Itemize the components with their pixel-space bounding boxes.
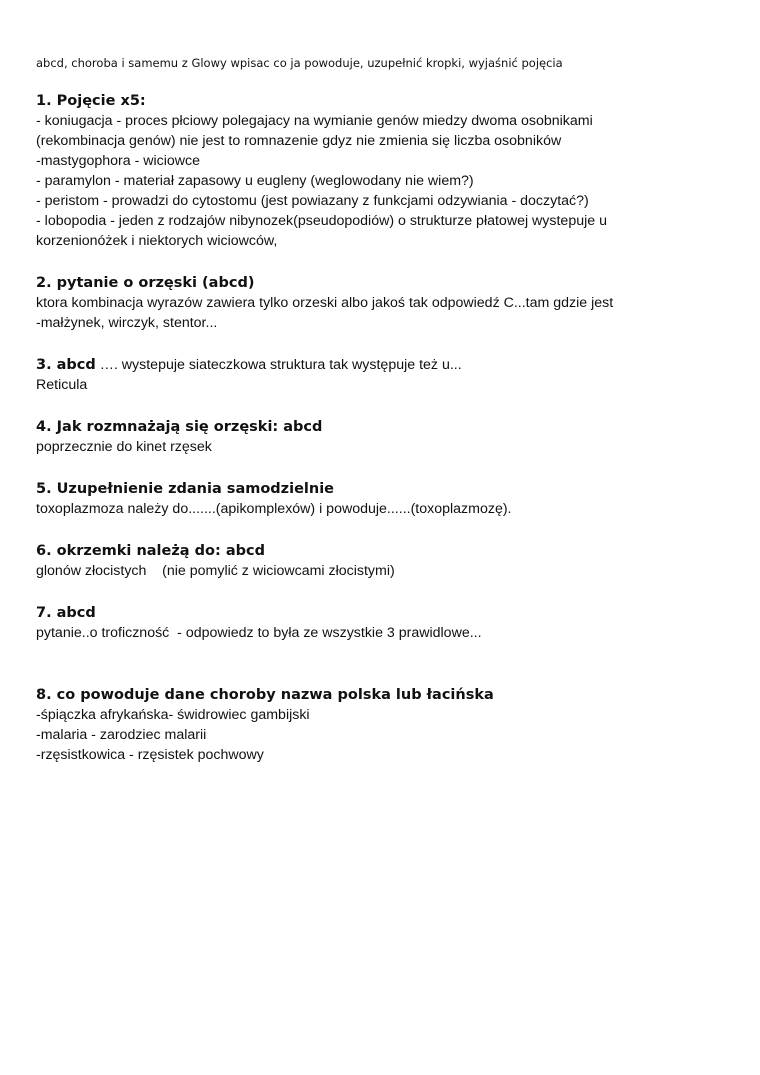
section-3-heading-line xyxy=(36,355,726,375)
section-4 xyxy=(36,417,726,457)
section-5-line: toxoplazmoza należy do.......(apikomplexów) i powoduje......(toxoplazmozę). xyxy=(36,501,512,517)
section-1-heading: 1. Pojęcie x5: xyxy=(36,93,146,109)
section-1-line: -mastygophora - wiciowce xyxy=(36,153,201,169)
section-5-heading: 5. Uzupełnienie zdania samodzielnie xyxy=(36,481,335,497)
section-1-line: - peristom - prowadzi do cytostomu (jest powiazany z funkcjami odzywiania - doczytać?) xyxy=(36,193,589,209)
section-8-line: -malaria - zarodziec malarii xyxy=(36,727,207,743)
section-7-line: pytanie..o troficzność - odpowiedz to była ze wszystkie 3 prawidlowe... xyxy=(36,625,482,641)
section-4-line: poprzecznie do kinet rzęsek xyxy=(36,439,212,455)
section-4-heading: 4. Jak rozmnażają się orzęski: abcd xyxy=(36,419,323,435)
section-8-heading: 8. co powoduje dane choroby nazwa polska lub łacińska xyxy=(36,687,494,703)
section-3 xyxy=(36,355,726,395)
section-7-heading: 7. abcd xyxy=(36,605,96,621)
section-6-line: glonów złocistych (nie pomylić z wiciowcami złocistymi) xyxy=(36,563,395,579)
section-1-line: - koniugacja - proces płciowy polegajacy na wymianie genów miedzy dwoma osobnikami xyxy=(36,113,593,129)
section-6 xyxy=(36,541,726,581)
section-1-line: (rekombinacja genów) nie jest to romnazenie gdyz nie zmienia się liczba osobników xyxy=(36,133,562,149)
section-7 xyxy=(36,603,726,643)
section-8-line: -rzęsistkowica - rzęsistek pochwowy xyxy=(36,747,264,763)
section-5 xyxy=(36,479,726,519)
section-1-line: - lobopodia - jeden z rodzajów nibynozek(pseudopodiów) o strukturze płatowej wystepuje u xyxy=(36,213,607,229)
section-2 xyxy=(36,273,726,333)
section-8-line: -śpiączka afrykańska- świdrowiec gambijski xyxy=(36,707,310,723)
section-2-heading: 2. pytanie o orzęski (abcd) xyxy=(36,275,255,291)
intro-note: abcd, choroba i samemu z Glowy wpisac co ja powoduje, uzupełnić kropki, wyjaśnić pojęcia xyxy=(36,56,563,70)
section-2-line: -małżynek, wirczyk, stentor... xyxy=(36,315,218,331)
section-1 xyxy=(36,91,726,251)
section-6-heading: 6. okrzemki należą do: abcd xyxy=(36,543,265,559)
section-1-line: - paramylon - materiał zapasowy u eugleny (weglowodany nie wiem?) xyxy=(36,173,474,189)
section-8 xyxy=(36,685,726,765)
section-1-line: korzenionóżek i niektorych wiciowców, xyxy=(36,233,278,249)
section-3-heading: 3. abcd xyxy=(36,357,96,373)
section-2-line: ktora kombinacja wyrazów zawiera tylko orzeski albo jakoś tak odpowiedź C...tam gdzie jest xyxy=(36,295,614,311)
section-3-line: Reticula xyxy=(36,377,88,393)
section-3-heading-rest: …. wystepuje siateczkowa struktura tak występuje też u... xyxy=(95,357,462,373)
document-page xyxy=(36,55,726,787)
